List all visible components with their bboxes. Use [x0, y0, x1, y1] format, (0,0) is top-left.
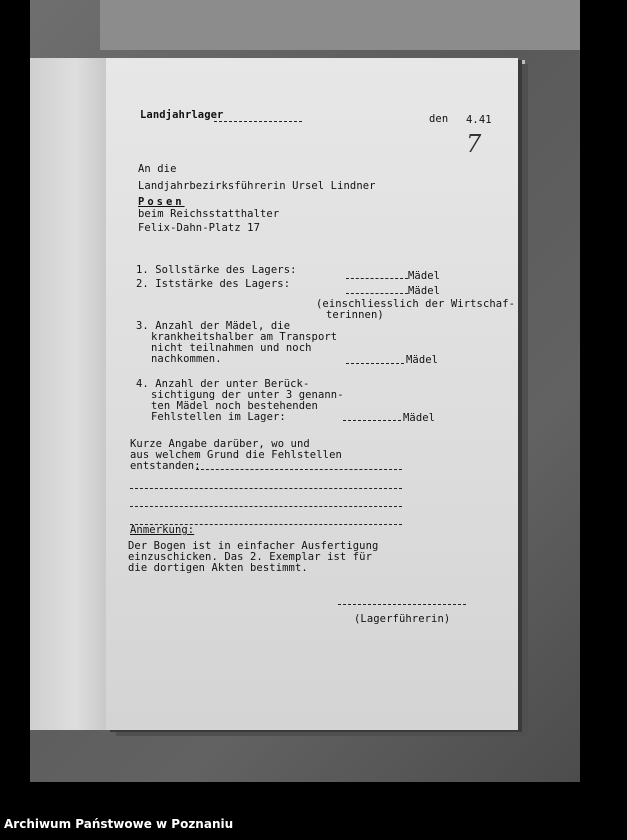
- item-1-unit: Mädel: [408, 270, 441, 282]
- document-page: [106, 58, 518, 730]
- lager-rule: [214, 121, 302, 122]
- item-3-line: 3. Anzahl der Mädel, die: [136, 320, 291, 332]
- address-line: Landjahrbezirksführerin Ursel Lindner: [138, 180, 376, 192]
- item-2: 2. Iststärke des Lagers:: [136, 278, 291, 290]
- item-4-unit: Mädel: [403, 412, 436, 424]
- den-label: den: [429, 113, 449, 125]
- item-4-line: 4. Anzahl der unter Berück-: [136, 378, 310, 390]
- address-line: Felix-Dahn-Platz 17: [138, 222, 261, 234]
- archive-footer: [0, 812, 627, 840]
- address-line: beim Reichsstatthalter: [138, 208, 280, 220]
- item-4-line: ten Mädel noch bestehenden: [151, 400, 318, 412]
- handwritten-mark: 7: [466, 130, 482, 158]
- address-line: An die: [138, 163, 177, 175]
- signature-rule: [338, 604, 466, 605]
- reason-rule: [130, 506, 402, 507]
- item-1-rule: [346, 278, 408, 279]
- address-city: Posen: [138, 196, 185, 208]
- table-top-light: [100, 0, 580, 50]
- lager-label: Landjahrlager: [140, 109, 224, 121]
- item-2-note: terinnen): [326, 309, 384, 321]
- signature-label: (Lagerführerin): [354, 613, 451, 625]
- archive-name: Archiwum Państwowe w Poznaniu: [4, 817, 234, 831]
- item-3-line: krankheitshalber am Transport: [151, 331, 338, 343]
- reason-line: entstanden:: [130, 460, 201, 472]
- item-3-line: nicht teilnahmen und noch: [151, 342, 312, 354]
- item-3-unit: Mädel: [406, 354, 439, 366]
- reason-line: aus welchem Grund die Fehlstellen: [130, 449, 342, 461]
- item-4-line: Fehlstellen im Lager:: [151, 411, 286, 423]
- date-value: 4.41: [466, 114, 492, 126]
- note-line: einzuschicken. Das 2. Exemplar ist für: [128, 551, 373, 563]
- underlying-sheet: [30, 58, 106, 730]
- item-3-line: nachkommen.: [151, 353, 222, 365]
- item-2-unit: Mädel: [408, 285, 441, 297]
- item-3-rule: [346, 363, 404, 364]
- item-2-note: (einschliesslich der Wirtschaf-: [316, 298, 516, 310]
- note-line: Der Bogen ist in einfacher Ausfertigung: [128, 540, 379, 552]
- reason-line: Kurze Angabe darüber, wo und: [130, 438, 310, 450]
- reason-rule: [130, 488, 402, 489]
- note-title: Anmerkung:: [130, 524, 195, 536]
- item-1: 1. Sollstärke des Lagers:: [136, 264, 297, 276]
- reason-rule: [196, 469, 402, 470]
- item-4-rule: [343, 420, 401, 421]
- item-4-line: sichtigung der unter 3 genann-: [151, 389, 344, 401]
- note-line: die dortigen Akten bestimmt.: [128, 562, 308, 574]
- item-2-rule: [346, 293, 408, 294]
